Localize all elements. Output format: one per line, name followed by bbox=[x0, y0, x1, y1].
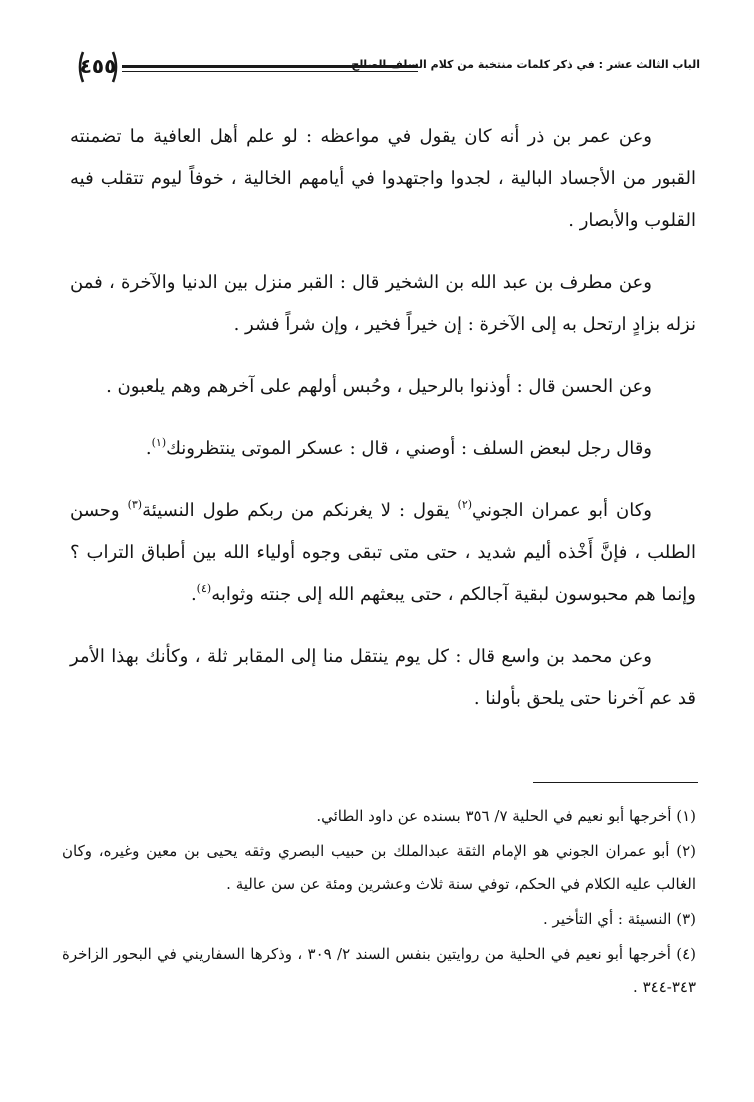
footnote: (٤) أخرجها أبو نعيم في الحلية من روايتين بنفس السند ٢/ ٣٠٩ ، وذكرها السفاريني في البحور الزاخرة ٣٤٣-٣٤٤ . bbox=[62, 945, 696, 996]
footnote: (٢) أبو عمران الجوني هو الإمام الثقة عبدالملك بن حبيب البصري وثقه يحيى بن معين وغيره، وكان الغالب عليه الكلام في الحكم، توفي سنة ثلاث وعشرين ومئة عن سن عالية . bbox=[62, 842, 696, 893]
header-rule-thick bbox=[122, 65, 418, 68]
footnote-marker: (٢) bbox=[457, 498, 473, 511]
footnote-marker: (٣) bbox=[127, 498, 143, 511]
footnotes bbox=[62, 800, 696, 1006]
paragraph-text: وحسن الطلب ، فإنَّ أَخْذه أليم شديد ، حتى متى تبقى وجوه أولياء الله بين أطباق التراب ؟ وإنما هم محبوسون لبقية آجالكم ، حتى يبعثهم الله إلى جنته وثوابه bbox=[70, 500, 696, 605]
footnote-marker: (٤) bbox=[196, 582, 212, 595]
paragraph bbox=[70, 490, 696, 616]
running-header bbox=[74, 44, 700, 84]
main-text bbox=[70, 116, 696, 740]
page-number: ٤٥٥ bbox=[79, 54, 117, 78]
page-number-frame bbox=[74, 48, 122, 86]
footnote-marker: (١) bbox=[151, 436, 167, 449]
paragraph bbox=[70, 428, 696, 470]
paragraph bbox=[70, 636, 696, 720]
paragraph-text: يقول : لا يغرنكم من ربكم طول النسيئة bbox=[142, 500, 458, 521]
paragraph bbox=[70, 262, 696, 346]
paragraph-text: وعن عمر بن ذر أنه كان يقول في مواعظه : لو علم أهل العافية ما تضمنته القبور من الأجساد البالية ، لجدوا واجتهدوا في أيامهم الخالية ، خوفاً ليوم تتقلب فيه القلوب والأبصار . bbox=[70, 126, 696, 231]
footnote: (٣) النسيئة : أي التأخير . bbox=[543, 910, 696, 928]
paragraph-text: . bbox=[145, 438, 152, 459]
footnote-separator bbox=[533, 782, 698, 783]
paragraph-text: وعن مطرف بن عبد الله بن الشخير قال : القبر منزل بين الدنيا والآخرة ، فمن نزله بزادٍ ارتحل به إلى الآخرة : إن خيراً فخير ، وإن شراً فشر . bbox=[70, 272, 696, 335]
header-rule-thin bbox=[122, 71, 418, 72]
paragraph bbox=[70, 366, 696, 408]
paragraph-text: وقال رجل لبعض السلف : أوصني ، قال : عسكر الموتى ينتظرونك bbox=[166, 438, 652, 459]
footnote: (١) أخرجها أبو نعيم في الحلية ٧/ ٣٥٦ بسنده عن داود الطائي. bbox=[316, 807, 696, 825]
paragraph-text: وعن محمد بن واسع قال : كل يوم ينتقل منا إلى المقابر ثلة ، وكأنك بهذا الأمر قد عم آخرنا حتى يلحق بأولنا . bbox=[70, 646, 696, 709]
chapter-title: الباب الثالث عشر : في ذكر كلمات منتخبة من كلام السلف الصالح bbox=[351, 58, 700, 71]
paragraph bbox=[70, 116, 696, 242]
paragraph-text: . bbox=[190, 584, 197, 605]
paragraph-text: وكان أبو عمران الجوني bbox=[472, 500, 652, 521]
paragraph-text: وعن الحسن قال : أوذنوا بالرحيل ، وحُبس أولهم على آخرهم وهم يلعبون . bbox=[106, 376, 652, 397]
